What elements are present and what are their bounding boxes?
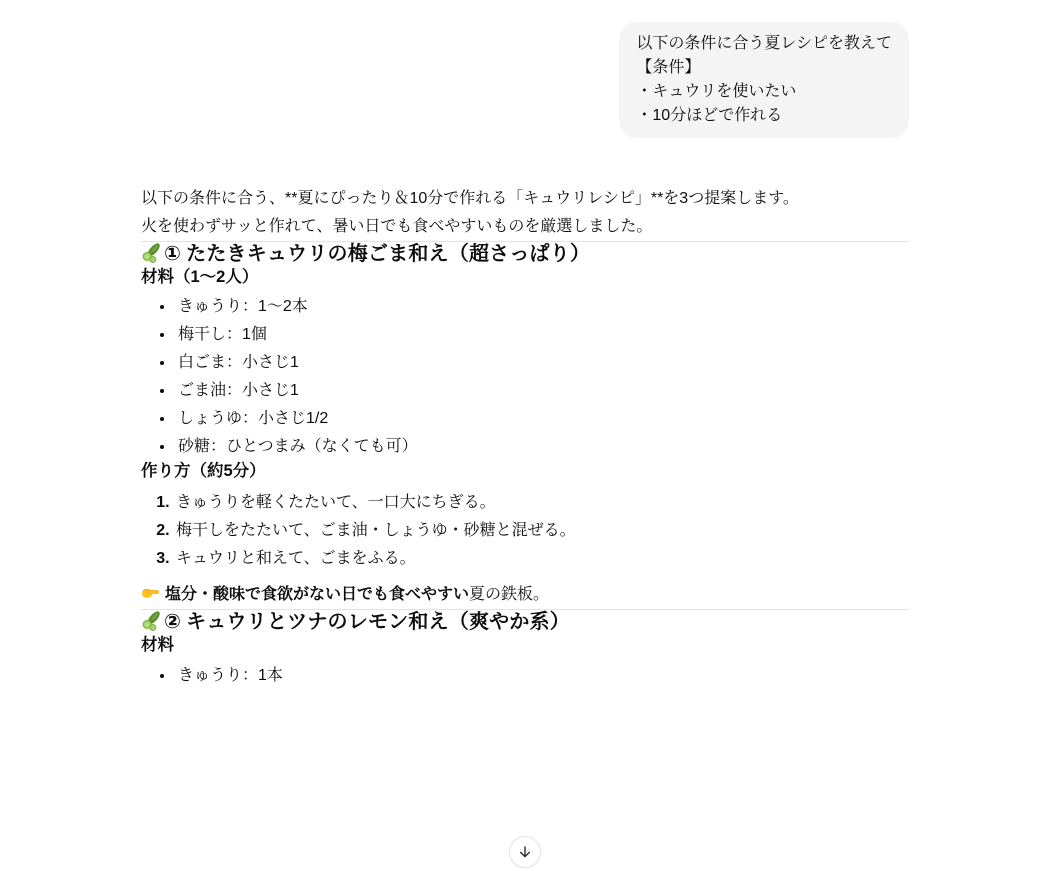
recipe-1-title: たたきキュウリの梅ごま和え（超さっぱり） (186, 243, 591, 265)
recipe-2-heading (141, 610, 909, 635)
recipe-1-number: ① (164, 243, 182, 265)
pointing-right-icon (141, 583, 160, 602)
tip-bold-text: 塩分・酸味で食欲がない日でも食べやすい (165, 586, 470, 603)
user-message-bubble (619, 22, 909, 138)
step-item: 2. 梅干しをたたいて、ごま油・しょうゆ・砂糖と混ぜる。 (174, 517, 909, 545)
ingredient-item: • しょうゆ：小さじ1/2 (175, 405, 909, 433)
user-message-line: ・10分ほどで作れる (636, 107, 783, 124)
ingredient-item: • きゅうり：1本 (175, 662, 909, 690)
recipe-2-title: キュウリとツナのレモン和え（爽やか系） (186, 611, 570, 633)
user-message-line: 【条件】 (636, 59, 701, 76)
intro-line-1: 以下の条件に合う、**夏にぴったり＆10分で作れる「キュウリレシピ」**を3つ提案します。 (141, 190, 799, 207)
user-message-line: ・キュウリを使いたい (636, 83, 797, 100)
ingredient-item: • ごま油：小さじ1 (175, 377, 909, 405)
tip-rest-text: 夏の鉄板。 (469, 586, 550, 603)
user-message-row (141, 22, 909, 138)
recipe-1-steps-heading: 作り方（約5分） (141, 462, 266, 480)
ingredient-item: • 白ごま：小さじ1 (175, 349, 909, 377)
recipe-1-ingredients-heading: 材料（1〜2人） (141, 268, 259, 286)
user-message-line: 以下の条件に合う夏レシピを教えて (636, 35, 892, 52)
cucumber-icon (141, 610, 162, 631)
intro-line-2: 火を使わずサッと作れて、暑い日でも食べやすいものを厳選しました。 (141, 218, 653, 235)
intro-paragraph (141, 185, 909, 241)
ingredient-item: • 砂糖：ひとつまみ（なくても可） (175, 433, 909, 461)
recipe-1-steps-list (141, 489, 909, 573)
arrow-down-icon (517, 844, 533, 860)
recipe-2-number: ② (164, 611, 182, 633)
scroll-to-bottom-button[interactable] (509, 836, 541, 868)
recipe-2-ingredients-heading: 材料 (141, 636, 174, 654)
recipe-1-ingredients-list (141, 293, 909, 461)
ingredient-item: • 梅干し：1個 (175, 321, 909, 349)
step-item: 1. きゅうりを軽くたたいて、一口大にちぎる。 (174, 489, 909, 517)
recipe-1-heading (141, 242, 909, 267)
step-item: 3. キュウリと和えて、ごまをふる。 (174, 545, 909, 573)
chat-thread (141, 0, 909, 690)
ingredient-item: • きゅうり：1〜2本 (175, 293, 909, 321)
recipe-2-ingredients-list (141, 662, 909, 690)
recipe-1-tip (141, 581, 909, 609)
cucumber-icon (141, 242, 162, 263)
assistant-message (141, 185, 909, 690)
